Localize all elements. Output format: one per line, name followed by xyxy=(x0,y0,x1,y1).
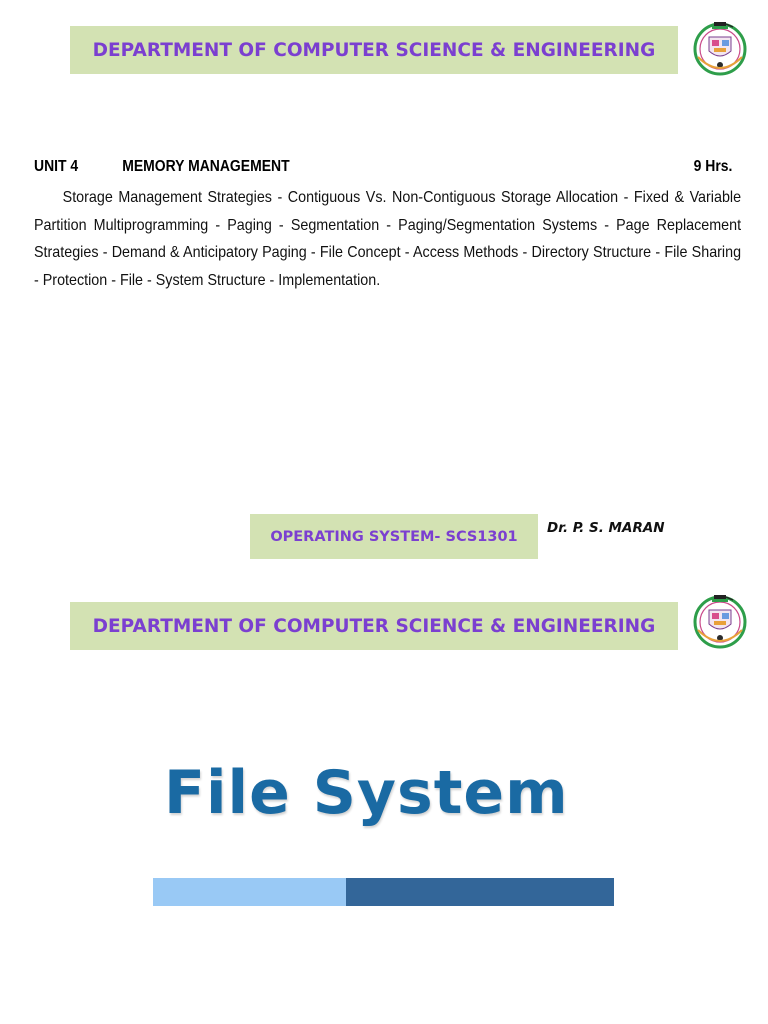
syllabus-text: Storage Management Strategies - Contiguous Vs. Non-Contiguous Storage Allocation - Fixed & Variable Partition Multiprogramming - Paging - Segmentation - Paging/Segmentation Systems - Page Replacement Strategies - Demand & Anticipatory Paging - File Concept - Access Methods - Directory Structure - File Sharing - Protection - File - System Structure - Implementation. xyxy=(34,189,742,289)
accent-bar-light xyxy=(153,878,346,906)
slide-title: File System xyxy=(164,758,569,828)
college-emblem-icon xyxy=(692,17,748,77)
unit-hours: 9 Hrs. xyxy=(693,158,733,175)
department-banner: DEPARTMENT OF COMPUTER SCIENCE & ENGINEERING xyxy=(70,602,678,650)
unit-heading xyxy=(34,158,733,180)
accent-bar-dark xyxy=(346,878,614,906)
unit-number: UNIT 4 xyxy=(34,158,79,175)
unit-title: MEMORY MANAGEMENT xyxy=(122,158,290,175)
course-label: OPERATING SYSTEM- SCS1301 xyxy=(250,514,538,559)
slide-file-system-title xyxy=(0,590,768,1024)
department-banner: DEPARTMENT OF COMPUTER SCIENCE & ENGINEERING xyxy=(70,26,678,74)
college-emblem-icon xyxy=(692,590,748,650)
author-name: Dr. P. S. MARAN xyxy=(547,520,665,536)
